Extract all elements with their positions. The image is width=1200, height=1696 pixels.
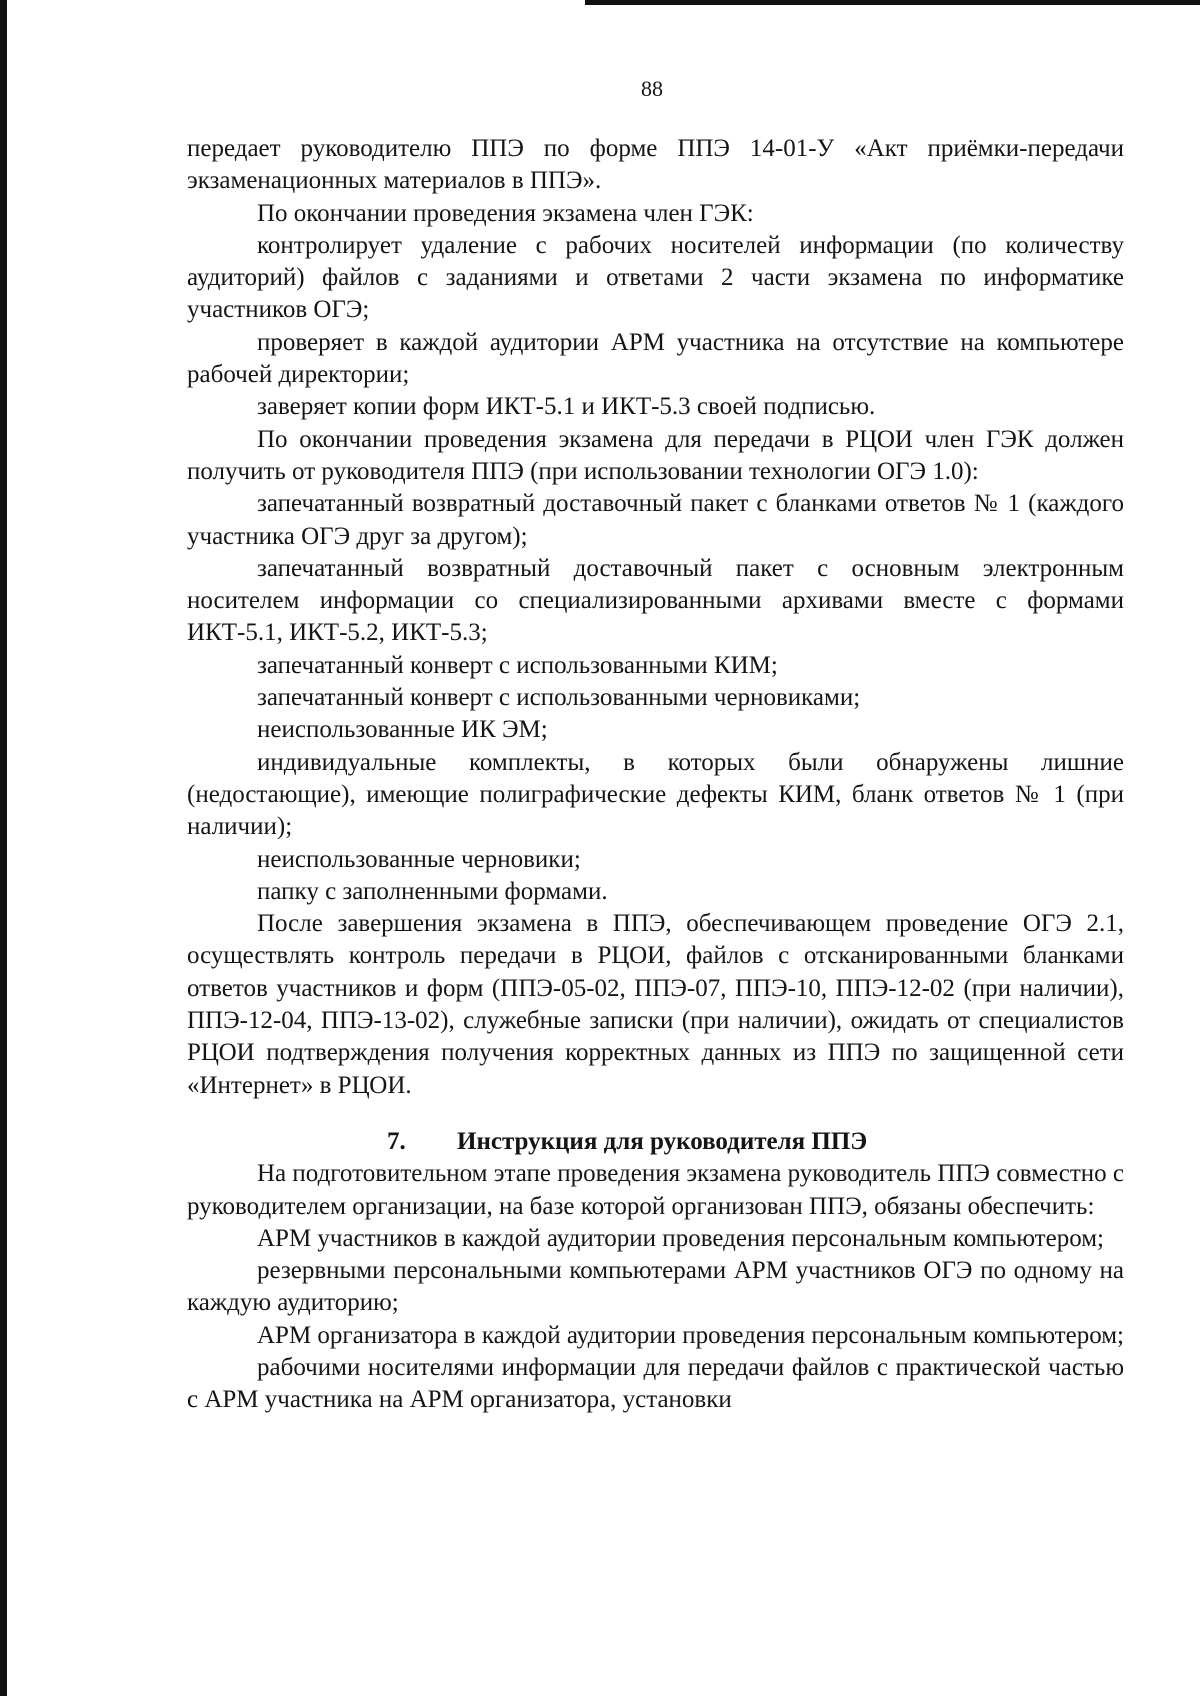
paragraph-oge-2-1-control: После завершения экзамена в ППЭ, обеспечивающем проведение ОГЭ 2.1, осуществлять контроль передачи в РЦОИ, файлов с отсканированными бланками ответов участников и форм (ППЭ-05-02, ППЭ-07, ППЭ-10, ППЭ-12-02 (при наличии), ППЭ-12-04, ППЭ-13-02), служебные записки (при наличии), ожидать от специалистов РЦОИ подтверждения получения корректных данных из ППЭ по защищенной сети «Интернет» в РЦОИ. xyxy=(187,910,1124,1099)
list-item-certify-copies: заверяет копии форм ИКТ-5.1 и ИКТ-5.3 своей подписью. xyxy=(257,393,876,421)
list-item-drafts-envelope: запечатанный конверт с использованными черновиками; xyxy=(257,684,861,712)
list-item-organizer-workstation: АРМ организатора в каждой аудитории проведения персональным компьютером; xyxy=(257,1321,1124,1349)
list-item-participant-workstation: АРМ участников в каждой аудитории проведения персональным компьютером; xyxy=(257,1224,1104,1252)
list-item-unused-ik: неиспользованные ИК ЭМ; xyxy=(257,716,548,744)
list-item-control-deletion: контролирует удаление с рабочих носителей информации (по количеству аудиторий) файлов с заданиями и ответами 2 части экзамена по информатике участников ОГЭ; xyxy=(187,231,1124,324)
list-item-forms-folder: папку с заполненными формами. xyxy=(257,877,608,905)
page-number: 88 xyxy=(641,76,663,101)
section-title: Инструкция для руководителя ППЭ xyxy=(457,1127,868,1155)
list-item-return-package-media: запечатанный возвратный доставочный пакет с основным электронным носителем информации со специализированными архивами вместе с формами ИКТ-5.1, ИКТ-5.2, ИКТ-5.3; xyxy=(187,554,1124,647)
section-heading xyxy=(187,1126,1124,1158)
list-item-kim-envelope: запечатанный конверт с использованными КИМ; xyxy=(257,651,778,679)
list-item-unused-drafts: неиспользованные черновики; xyxy=(257,845,581,873)
section-number: 7. xyxy=(387,1127,406,1155)
list-item-work-media: рабочими носителями информации для передачи файлов с практической частью с АРМ участника на АРМ организатора, установки xyxy=(187,1353,1124,1414)
paragraph-transfer-to-rcoi: По окончании проведения экзамена для передачи в РЦОИ член ГЭК должен получить от руководителя ППЭ (при использовании технологии ОГЭ 1.0): xyxy=(187,425,1124,485)
paragraph-gek-after-exam: По окончании проведения экзамена член ГЭК: xyxy=(257,199,754,227)
list-item-reserve-computers: резервными персональными компьютерами АРМ участников ОГЭ по одному на каждую аудиторию; xyxy=(187,1257,1124,1317)
list-item-return-package-forms: запечатанный возвратный доставочный пакет с бланками ответов № 1 (каждого участника ОГЭ друг за другом); xyxy=(187,490,1124,550)
list-item-defective-kits: индивидуальные комплекты, в которых были обнаружены лишние (недостающие), имеющие полиграфические дефекты КИМ, бланк ответов № 1 (при наличии); xyxy=(187,748,1124,841)
paragraph-continuation: передает руководителю ППЭ по форме ППЭ 14-01-У «Акт приёмки-передачи экзаменационных материалов в ППЭ». xyxy=(187,135,1124,195)
scan-edge-top xyxy=(585,0,1200,5)
list-item-check-directory: проверяет в каждой аудитории АРМ участника на отсутствие на компьютере рабочей директории; xyxy=(187,328,1124,389)
scan-edge-left xyxy=(0,0,7,1696)
document-body xyxy=(187,133,1124,1417)
paragraph-preparation-stage: На подготовительном этапе проведения экзамена руководитель ППЭ совместно с руководителем организации, на базе которой организован ППЭ, обязаны обеспечить: xyxy=(187,1160,1124,1220)
